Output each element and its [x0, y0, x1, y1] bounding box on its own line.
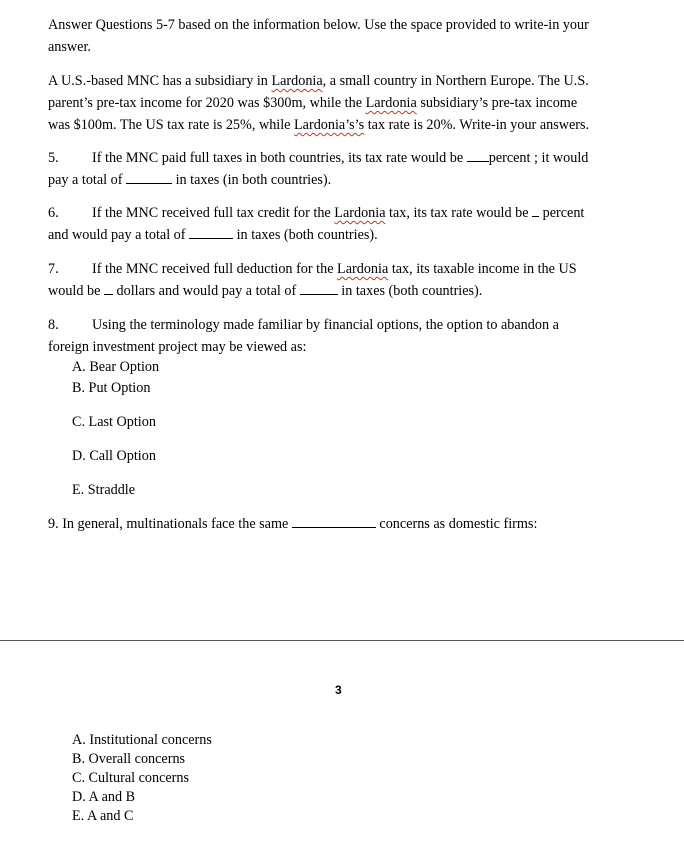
q5-line-2 — [48, 169, 648, 191]
text: Using the terminology made familiar by financial options, the option to abandon a — [92, 317, 559, 333]
option-c[interactable]: C. Last Option — [72, 414, 156, 430]
text: percent — [539, 205, 585, 221]
text: and would pay a total of — [48, 227, 190, 243]
q8-line-1 — [48, 314, 648, 336]
answer-blank[interactable] — [467, 149, 489, 162]
option-b[interactable]: B. Put Option — [72, 380, 151, 396]
text: tax rate is 20%. Write-in your answers. — [364, 117, 590, 133]
option-d[interactable]: D. A and B — [72, 789, 136, 805]
text: dollars and would pay a total of — [112, 283, 300, 299]
q7-line-2 — [48, 280, 648, 302]
text: in taxes (both countries). — [233, 227, 378, 243]
text: If the MNC paid full taxes in both countries, its tax rate would be — [92, 150, 467, 166]
q7-line-1 — [48, 258, 648, 280]
instructions — [48, 14, 648, 58]
page-number: 3 — [335, 683, 342, 697]
answer-blank[interactable] — [104, 282, 113, 295]
answer-blank[interactable] — [189, 226, 233, 239]
text: in taxes (both countries). — [337, 283, 483, 299]
q8-line-2: foreign investment project may be viewed as: — [48, 339, 307, 355]
question-6 — [48, 202, 648, 246]
scenario-line-1 — [48, 70, 648, 92]
question-7 — [48, 258, 648, 302]
question-5 — [48, 147, 648, 191]
text: If the MNC received full tax credit for the — [92, 205, 335, 221]
option-c[interactable]: C. Cultural concerns — [72, 770, 190, 786]
text: A U.S.-based MNC has a subsidiary in — [48, 73, 272, 89]
text: percent ; it would — [488, 150, 589, 166]
option-d[interactable]: D. Call Option — [72, 448, 156, 464]
text: in taxes (in both countries). — [172, 172, 332, 188]
question-number: 7. — [48, 261, 59, 277]
text: 9. In general, multinationals face the same — [48, 516, 292, 532]
text: would be — [48, 283, 104, 299]
text: If the MNC received full deduction for the — [92, 261, 338, 277]
text: tax, its tax rate would be — [385, 205, 533, 221]
q6-line-2 — [48, 224, 648, 246]
q5-line-1 — [48, 147, 648, 169]
option-e[interactable]: E. A and C — [72, 808, 134, 824]
spellcheck-word: Lardonia — [334, 205, 386, 221]
option-b[interactable]: B. Overall concerns — [72, 751, 186, 767]
text: concerns as domestic firms: — [375, 516, 538, 532]
q9-line — [48, 513, 648, 535]
scenario-line-3 — [48, 114, 648, 136]
text: was $100m. The US tax rate is 25%, while — [48, 117, 295, 133]
text: pay a total of — [48, 172, 127, 188]
q6-line-1 — [48, 202, 648, 224]
text: , a small country in Northern Europe. The U.S. — [322, 73, 589, 89]
question-9 — [48, 513, 648, 535]
spellcheck-word: Lardonia — [337, 261, 389, 277]
question-number: 6. — [48, 205, 59, 221]
text: subsidiary’s pre-tax income — [416, 95, 578, 111]
spellcheck-word: Lardonia’s’s — [294, 117, 365, 133]
instructions-line-2: answer. — [48, 39, 91, 55]
instructions-line-1: Answer Questions 5-7 based on the information below. Use the space provided to write-in your — [48, 17, 589, 33]
answer-blank[interactable] — [300, 282, 338, 295]
question-8 — [48, 314, 648, 358]
answer-blank[interactable] — [292, 515, 376, 528]
scenario-paragraph — [48, 70, 648, 136]
question-number: 5. — [48, 150, 59, 166]
text: tax, its taxable income in the US — [388, 261, 577, 277]
option-a[interactable]: A. Institutional concerns — [72, 732, 212, 748]
spellcheck-word: Lardonia — [271, 73, 323, 89]
option-e[interactable]: E. Straddle — [72, 482, 136, 498]
text: parent’s pre-tax income for 2020 was $300m, while the — [48, 95, 366, 111]
question-number: 8. — [48, 317, 59, 333]
answer-blank[interactable] — [126, 171, 172, 184]
option-a[interactable]: A. Bear Option — [72, 359, 160, 375]
scenario-line-2 — [48, 92, 648, 114]
spellcheck-word: Lardonia — [365, 95, 417, 111]
q9-options — [72, 731, 212, 826]
page-break-divider — [0, 640, 684, 641]
